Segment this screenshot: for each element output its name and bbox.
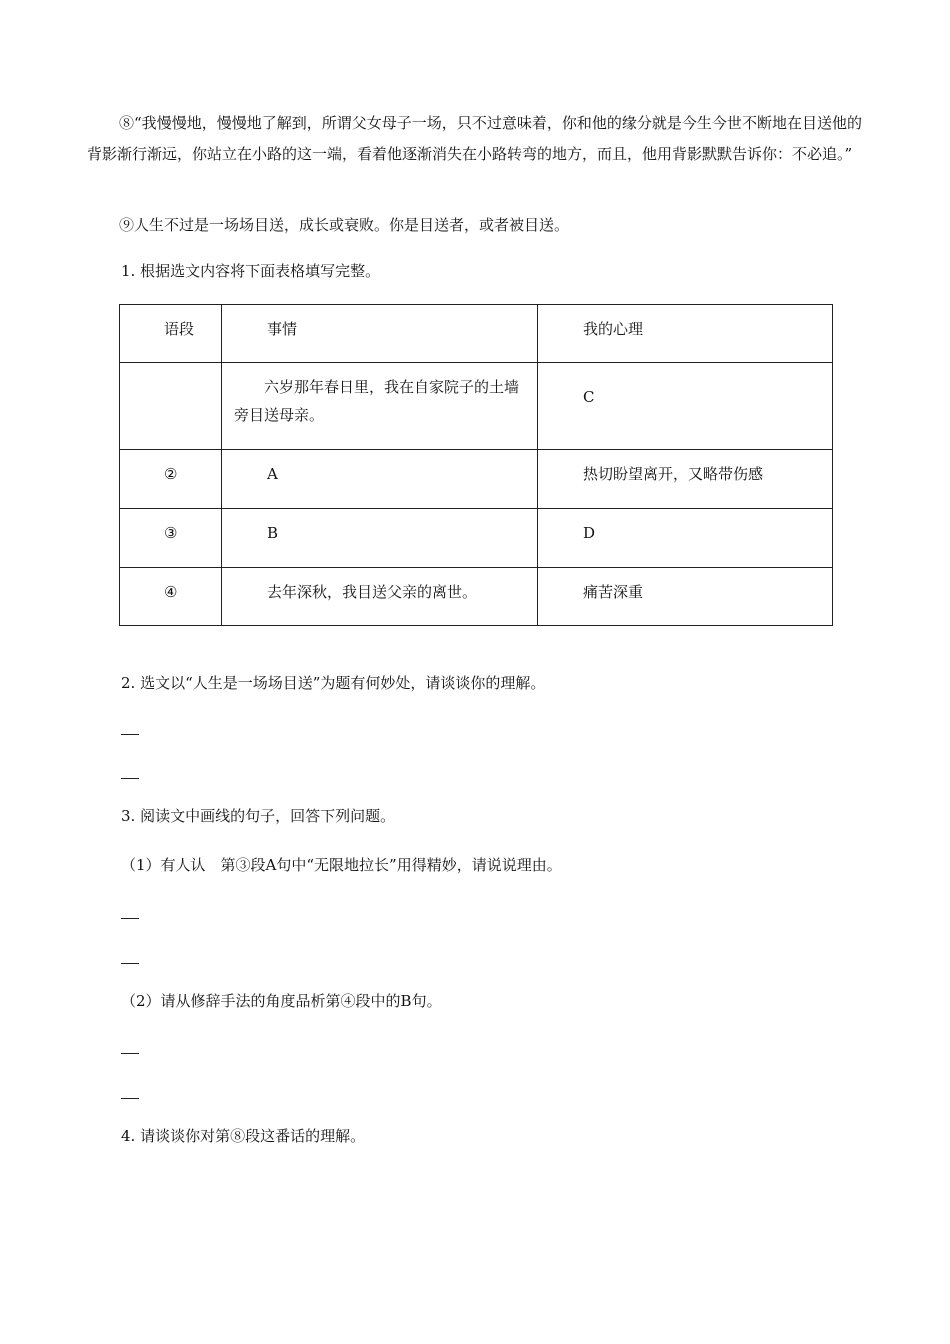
question-4: 4. 请谈谈你对第⑧段这番话的理解。 (121, 1127, 366, 1145)
row-para: ③ (164, 524, 178, 542)
row-para (120, 363, 221, 373)
table-header-row (120, 305, 833, 363)
answer-line[interactable] (121, 734, 139, 735)
answer-table (119, 304, 833, 626)
row-feeling: C (583, 388, 595, 406)
table-row (120, 509, 833, 568)
row-feeling: 热切盼望离开，又略带伤感 (583, 465, 764, 483)
row-event: 去年深秋，我目送父亲的离世。 (267, 583, 478, 601)
row-para: ④ (164, 583, 178, 601)
table-row (120, 568, 833, 626)
answer-line[interactable] (121, 963, 139, 964)
paragraph-9: ⑨人生不过是一场场目送，成长或衰败。你是目送者，或者被目送。 (119, 216, 570, 234)
header-para: 语段 (164, 320, 195, 338)
row-event: B (267, 524, 279, 542)
row-event: A (267, 465, 278, 483)
table-row (120, 363, 833, 450)
question-1: 1. 根据选文内容将下面表格填写完整。 (121, 262, 381, 280)
header-feeling: 我的心理 (583, 320, 644, 338)
row-feeling: 痛苦深重 (583, 583, 644, 601)
answer-line[interactable] (121, 1053, 139, 1054)
row-event: 六岁那年春日里，我在自家院子的土墙旁目送母亲。 (234, 378, 520, 424)
answer-line[interactable] (121, 1098, 139, 1099)
header-event: 事情 (267, 320, 298, 338)
question-3-1: （1）有人认 第③段A句中“无限地拉长”用得精妙，请说说理由。 (121, 856, 562, 874)
question-3: 3. 阅读文中画线的句子，回答下列问题。 (121, 807, 396, 825)
paragraph-8: ⑧“我慢慢地，慢慢地了解到，所谓父女母子一场，只不过意味着，你和他的缘分就是今生今世不断地在目送他的背影渐行渐远，你站立在小路的这一端，看着他逐渐消失在小路转弯的地方，而且，他用背影默默告诉你：不必追。” (87, 114, 862, 163)
row-para: ② (164, 465, 178, 483)
row-feeling: D (583, 524, 596, 542)
answer-line[interactable] (121, 918, 139, 919)
answer-line[interactable] (121, 778, 139, 779)
question-2: 2. 选文以“人生是一场场目送”为题有何妙处，请谈谈你的理解。 (121, 674, 546, 692)
question-3-2: （2）请从修辞手法的角度品析第④段中的B句。 (121, 992, 442, 1010)
table-row (120, 450, 833, 509)
